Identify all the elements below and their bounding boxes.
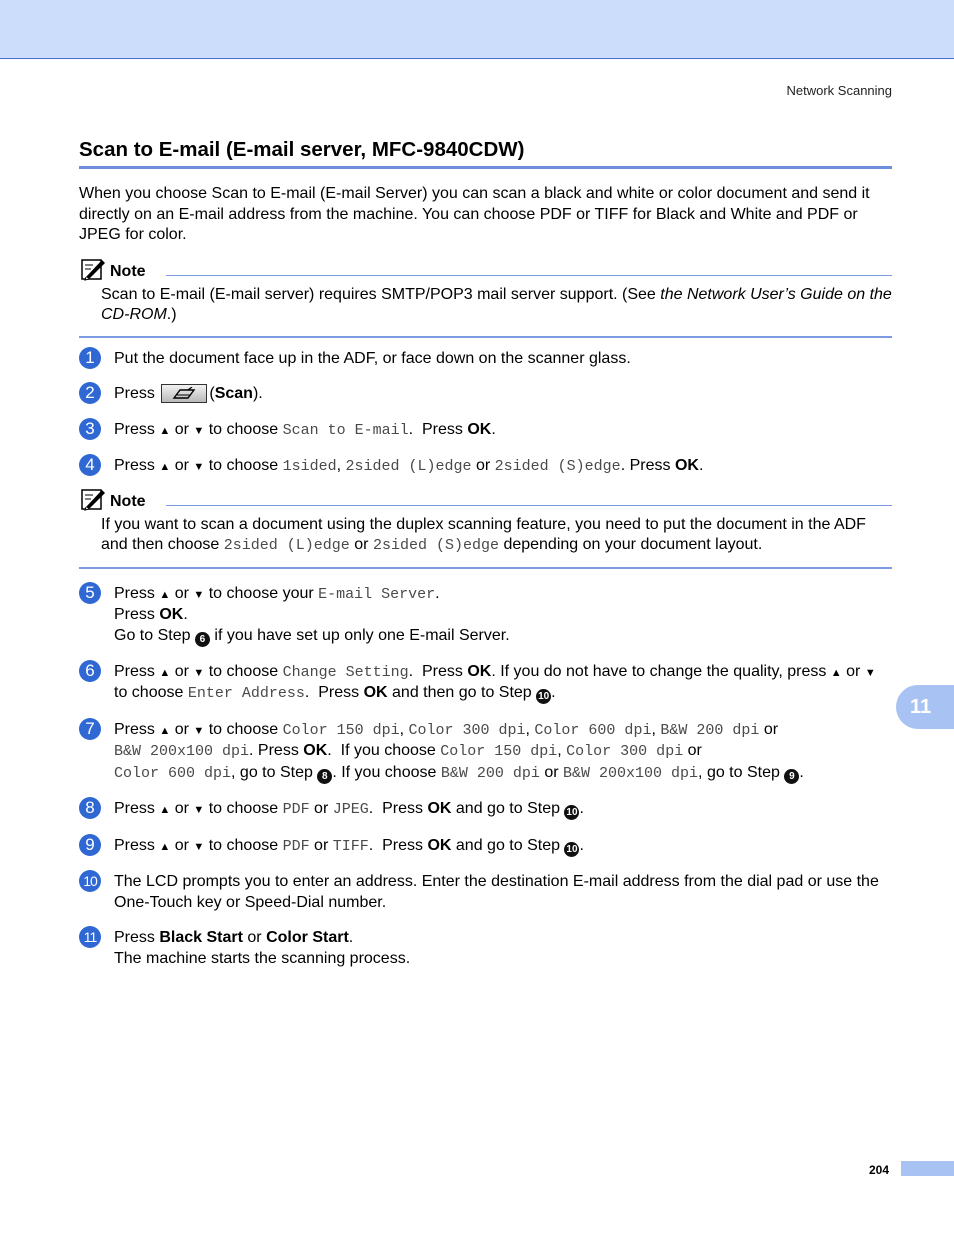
down-arrow-icon: ▼ bbox=[864, 666, 876, 679]
step-number: 10 bbox=[79, 870, 101, 892]
scan-key-icon bbox=[161, 384, 207, 403]
step-number: 2 bbox=[79, 382, 101, 404]
note-pencil-icon bbox=[81, 257, 107, 281]
up-arrow-icon: ▲ bbox=[159, 724, 171, 737]
intro-paragraph: When you choose Scan to E-mail (E-mail Server) you can scan a black and white or color document and send it directly on an E-mail address from the machine. You can choose PDF or TIFF for Black and White and PDF or JPEG for color. bbox=[79, 185, 870, 243]
note-text: Scan to E-mail (E-mail server) requires SMTP/POP3 mail server support. (See the Network User’s Guide on the CD-ROM.) bbox=[101, 285, 892, 323]
step-7: 7 Press ▲ or ▼ to choose Color 150 dpi, Color 300 dpi, Color 600 dpi, B&W 200 dpi or B&W 200x100 dpi. Press OK. If you choose Color 150 dpi, Color 300 dpi or Color 600 dpi, go to Step 8 . If you choose B&W 200 dpi or B&W 200x100 dpi, go to Step 9 . bbox=[79, 720, 892, 785]
step-2: 2 Press (Scan). bbox=[79, 384, 892, 405]
down-arrow-icon: ▼ bbox=[193, 424, 205, 437]
step-number: 7 bbox=[79, 718, 101, 740]
up-arrow-icon: ▲ bbox=[159, 840, 171, 853]
down-arrow-icon: ▼ bbox=[193, 461, 205, 473]
step-reference: 10 bbox=[566, 843, 578, 855]
note-header bbox=[79, 257, 892, 281]
down-arrow-icon: ▼ bbox=[193, 588, 205, 601]
step-number: 11 bbox=[79, 926, 101, 948]
step-reference: 6 bbox=[195, 632, 210, 647]
step-number: 5 bbox=[79, 582, 101, 604]
chapter-tab: 11 bbox=[896, 685, 954, 729]
note-box bbox=[79, 257, 892, 338]
note-box-duplex bbox=[79, 487, 892, 569]
up-arrow-icon: ▲ bbox=[830, 666, 842, 679]
note-pencil-icon bbox=[81, 487, 107, 511]
note-header bbox=[79, 487, 892, 511]
page-content bbox=[79, 138, 892, 969]
top-header-band bbox=[0, 0, 954, 59]
step-6: 6 Press ▲ or ▼ to choose Change Setting. Press OK. If you do not have to change the quality, press ▲ or ▼ to choose Enter Address. Press OK and then go to Step 10 . bbox=[79, 662, 892, 705]
footer-bar bbox=[901, 1161, 954, 1176]
step-4: 4 Press ▲ or ▼ to choose 1sided, 2sided (L)edge or 2sided (S)edge. Press OK. bbox=[79, 456, 892, 478]
step-reference: 8 bbox=[317, 769, 332, 784]
step-reference: 10 bbox=[566, 807, 578, 818]
step-10: 10 The LCD prompts you to enter an address. Enter the destination E-mail address from the dial pad or use the One-Touch key or Speed-Dial number. bbox=[79, 872, 892, 913]
page-number: 204 bbox=[869, 1163, 890, 1177]
down-arrow-icon: ▼ bbox=[193, 666, 205, 679]
note-text: If you want to scan a document using the duplex scanning feature, you need to put the document in the ADF and then choose 2sided (L)edge or 2sided (S)edge depending on your document layout. bbox=[101, 515, 866, 554]
section-title: Scan to E-mail (E-mail server, MFC-9840CDW) bbox=[79, 138, 892, 169]
note-rule bbox=[166, 275, 892, 276]
step-number: 8 bbox=[79, 797, 101, 819]
step-number: 9 bbox=[79, 834, 101, 856]
up-arrow-icon: ▲ bbox=[159, 666, 171, 679]
step-5: 5 Press ▲ or ▼ to choose your E-mail Server. Press OK. Go to Step 6 if you have set up only one E-mail Server. bbox=[79, 584, 892, 647]
up-arrow-icon: ▲ bbox=[159, 424, 171, 437]
step-reference: 10 bbox=[538, 691, 550, 702]
step-reference: 9 bbox=[784, 769, 799, 784]
note-label: Note bbox=[110, 262, 146, 280]
step-1: 1 Put the document face up in the ADF, or face down on the scanner glass. bbox=[79, 349, 892, 370]
running-header: Network Scanning bbox=[786, 83, 892, 98]
step-number: 4 bbox=[79, 454, 101, 476]
step-3: 3 Press ▲ or ▼ to choose Scan to E-mail. Press OK. bbox=[79, 420, 892, 442]
step-9: 9 Press ▲ or ▼ to choose PDF or TIFF. Press OK and go to Step 10 . bbox=[79, 836, 892, 858]
down-arrow-icon: ▼ bbox=[193, 724, 205, 737]
note-rule bbox=[166, 505, 892, 506]
up-arrow-icon: ▲ bbox=[159, 804, 171, 816]
step-number: 3 bbox=[79, 418, 101, 440]
down-arrow-icon: ▼ bbox=[193, 804, 205, 816]
step-11: 11 Press Black Start or Color Start. The machine starts the scanning process. bbox=[79, 928, 892, 969]
up-arrow-icon: ▲ bbox=[159, 461, 171, 473]
step-number: 1 bbox=[79, 347, 101, 369]
step-8: 8 Press ▲ or ▼ to choose PDF or JPEG. Press OK and go to Step 10 . bbox=[79, 799, 892, 821]
note-label: Note bbox=[110, 492, 146, 510]
up-arrow-icon: ▲ bbox=[159, 588, 171, 601]
down-arrow-icon: ▼ bbox=[193, 840, 205, 853]
step-number: 6 bbox=[79, 660, 101, 682]
